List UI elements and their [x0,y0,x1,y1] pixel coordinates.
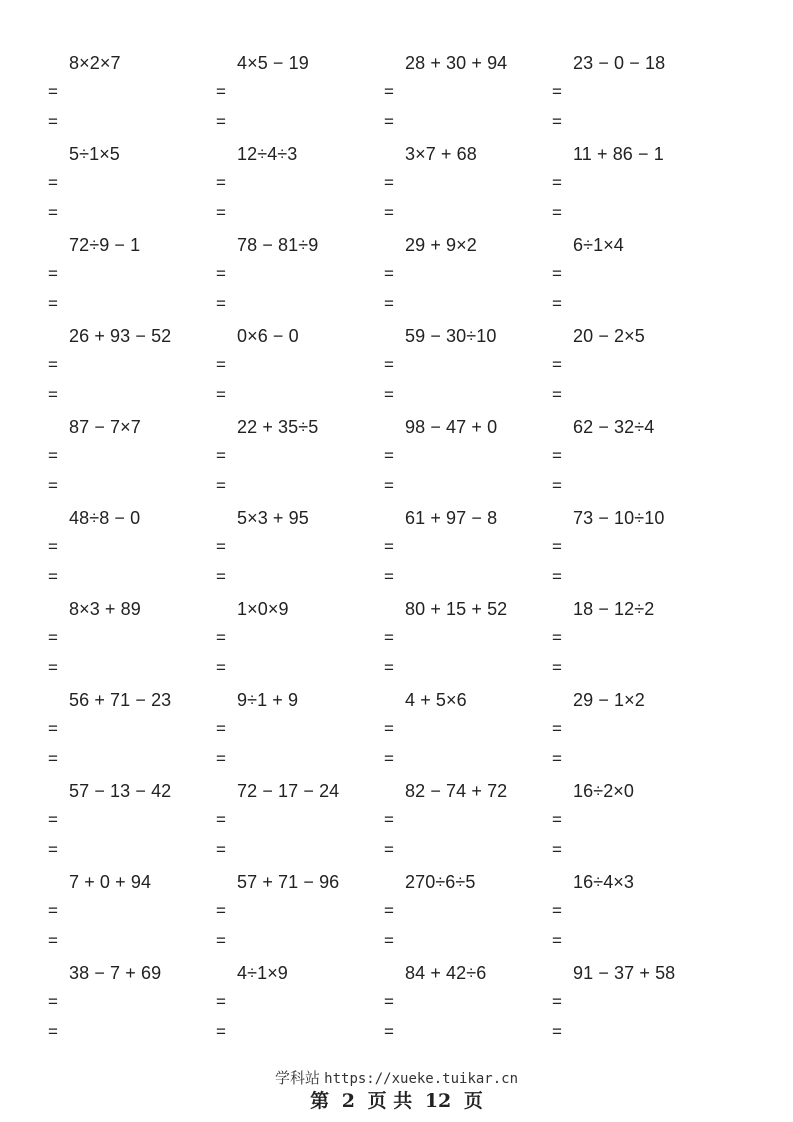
answer-line-1[interactable]: = [552,446,562,465]
answer-line-1[interactable]: = [384,264,394,283]
math-problem [48,689,218,780]
problem-expression: 98 − 47 + 0 [405,417,498,437]
math-problem [216,871,386,962]
math-problem [384,143,554,234]
problem-expression: 3×7 + 68 [405,144,477,164]
math-problem [384,780,554,871]
math-problem [216,780,386,871]
answer-line-2[interactable]: = [552,294,562,313]
problem-expression: 78 − 81÷9 [237,235,319,255]
answer-line-2[interactable]: = [48,1022,58,1041]
math-problem [384,689,554,780]
answer-line-2[interactable]: = [552,1022,562,1041]
answer-line-1[interactable]: = [384,628,394,647]
answer-line-1[interactable]: = [552,628,562,647]
problem-row [0,234,793,325]
answer-line-2[interactable]: = [216,658,226,677]
footer-site-name: 学科站 [274,1070,320,1087]
answer-line-1[interactable]: = [48,628,58,647]
answer-line-2[interactable]: = [384,658,394,677]
answer-line-1[interactable]: = [48,82,58,101]
answer-line-2[interactable]: = [216,294,226,313]
answer-line-1[interactable]: = [216,901,226,920]
problem-expression: 73 − 10÷10 [573,508,665,528]
answer-line-1[interactable]: = [384,446,394,465]
answer-line-2[interactable]: = [216,931,226,950]
problem-expression: 9÷1 + 9 [237,690,299,710]
problem-expression: 28 + 30 + 94 [405,53,508,73]
problem-expression: 5×3 + 95 [237,508,309,528]
answer-line-1[interactable]: = [216,264,226,283]
math-problem [552,689,722,780]
problem-expression: 29 + 9×2 [405,235,477,255]
problem-row [0,325,793,416]
answer-line-1[interactable]: = [216,810,226,829]
problem-expression: 56 + 71 − 23 [69,690,172,710]
footer-site-line [0,1069,793,1089]
answer-line-1[interactable]: = [216,446,226,465]
answer-line-1[interactable]: = [216,992,226,1011]
math-problem [216,52,386,143]
answer-line-1[interactable]: = [552,82,562,101]
answer-line-1[interactable]: = [384,901,394,920]
math-problem [48,507,218,598]
answer-line-2[interactable]: = [48,203,58,222]
answer-line-1[interactable]: = [552,992,562,1011]
answer-line-2[interactable]: = [216,840,226,859]
footer-page-number [0,1089,793,1113]
problem-row [0,143,793,234]
answer-line-1[interactable]: = [384,355,394,374]
problem-expression: 16÷4×3 [573,872,635,892]
math-problem [384,598,554,689]
answer-line-2[interactable]: = [384,385,394,404]
answer-line-1[interactable]: = [216,628,226,647]
problem-expression: 48÷8 − 0 [69,508,141,528]
answer-line-1[interactable]: = [216,82,226,101]
math-problem [216,234,386,325]
math-problem [48,416,218,507]
answer-line-2[interactable]: = [552,385,562,404]
problem-expression: 72÷9 − 1 [69,235,141,255]
answer-line-2[interactable]: = [48,567,58,586]
problem-expression: 29 − 1×2 [573,690,645,710]
answer-line-2[interactable]: = [384,1022,394,1041]
answer-line-2[interactable]: = [552,931,562,950]
math-problem [48,962,218,1053]
answer-line-2[interactable]: = [384,112,394,131]
answer-line-1[interactable]: = [384,719,394,738]
answer-line-2[interactable]: = [48,749,58,768]
problem-expression: 7 + 0 + 94 [69,872,152,892]
math-problem [552,52,722,143]
problem-expression: 4÷1×9 [237,963,288,983]
answer-line-1[interactable]: = [48,901,58,920]
problem-expression: 59 − 30÷10 [405,326,497,346]
problem-expression: 62 − 32÷4 [573,417,655,437]
problem-expression: 0×6 − 0 [237,326,299,346]
answer-line-2[interactable]: = [552,112,562,131]
math-problem [552,598,722,689]
answer-line-2[interactable]: = [216,1022,226,1041]
answer-line-1[interactable]: = [216,173,226,192]
answer-line-2[interactable]: = [384,203,394,222]
answer-line-2[interactable]: = [48,476,58,495]
problem-expression: 4 + 5×6 [405,690,467,710]
problem-expression: 22 + 35÷5 [237,417,319,437]
problem-expression: 57 − 13 − 42 [69,781,172,801]
answer-line-1[interactable]: = [216,537,226,556]
problem-expression: 4×5 − 19 [237,53,309,73]
answer-line-1[interactable]: = [48,264,58,283]
answer-line-1[interactable]: = [216,719,226,738]
answer-line-1[interactable]: = [384,82,394,101]
answer-line-2[interactable]: = [384,840,394,859]
answer-line-2[interactable]: = [216,112,226,131]
answer-line-2[interactable]: = [48,385,58,404]
answer-line-2[interactable]: = [384,476,394,495]
problem-expression: 16÷2×0 [573,781,635,801]
answer-line-2[interactable]: = [48,658,58,677]
answer-line-2[interactable]: = [48,112,58,131]
math-problem [384,52,554,143]
answer-line-1[interactable]: = [384,810,394,829]
math-problem [384,507,554,598]
answer-line-1[interactable]: = [48,992,58,1011]
answer-line-1[interactable]: = [216,355,226,374]
answer-line-2[interactable]: = [48,840,58,859]
problem-expression: 270÷6÷5 [405,872,476,892]
answer-line-1[interactable]: = [384,992,394,1011]
answer-line-2[interactable]: = [216,567,226,586]
problem-row [0,416,793,507]
answer-line-1[interactable]: = [552,901,562,920]
problem-expression: 87 − 7×7 [69,417,141,437]
math-problem [552,780,722,871]
math-problem [552,507,722,598]
math-problem [216,598,386,689]
math-problem [216,689,386,780]
page-prefix: 第 [310,1090,330,1112]
problem-expression: 23 − 0 − 18 [573,53,666,73]
problem-expression: 12÷4÷3 [237,144,298,164]
problem-expression: 57 + 71 − 96 [237,872,340,892]
answer-line-2[interactable]: = [552,749,562,768]
problem-row [0,871,793,962]
math-problem [216,143,386,234]
answer-line-1[interactable]: = [552,264,562,283]
answer-line-2[interactable]: = [552,840,562,859]
answer-line-2[interactable]: = [552,567,562,586]
answer-line-1[interactable]: = [48,719,58,738]
math-problem [384,962,554,1053]
page-current: 2 [341,1090,355,1112]
page-suffix: 页 [463,1090,483,1112]
answer-line-1[interactable]: = [552,537,562,556]
math-problem [552,143,722,234]
answer-line-1[interactable]: = [48,537,58,556]
answer-line-1[interactable]: = [48,173,58,192]
problem-row [0,52,793,143]
math-problem [216,962,386,1053]
math-problem [552,871,722,962]
problem-expression: 1×0×9 [237,599,289,619]
problem-expression: 6÷1×4 [573,235,624,255]
footer-site-url[interactable]: https://xueke.tuikar.cn [324,1071,519,1087]
answer-line-1[interactable]: = [552,173,562,192]
answer-line-1[interactable]: = [552,719,562,738]
problem-expression: 18 − 12÷2 [573,599,655,619]
problem-expression: 8×2×7 [69,53,121,73]
problem-expression: 8×3 + 89 [69,599,141,619]
answer-line-2[interactable]: = [384,749,394,768]
math-problem [384,325,554,416]
problem-expression: 11 + 86 − 1 [573,144,664,164]
answer-line-2[interactable]: = [216,749,226,768]
problem-expression: 91 − 37 + 58 [573,963,676,983]
problem-expression: 82 − 74 + 72 [405,781,508,801]
answer-line-1[interactable]: = [552,810,562,829]
answer-line-2[interactable]: = [552,476,562,495]
math-problem [48,780,218,871]
answer-line-1[interactable]: = [48,446,58,465]
math-problem [48,52,218,143]
problem-expression: 72 − 17 − 24 [237,781,340,801]
problem-row [0,689,793,780]
answer-line-2[interactable]: = [48,931,58,950]
page-total: 12 [424,1090,452,1112]
answer-line-2[interactable]: = [384,294,394,313]
math-problem [552,962,722,1053]
math-problem [384,871,554,962]
math-problem [384,416,554,507]
math-problem [216,325,386,416]
answer-line-2[interactable]: = [216,385,226,404]
math-problem [48,234,218,325]
math-problem [48,325,218,416]
problem-expression: 38 − 7 + 69 [69,963,162,983]
answer-line-2[interactable]: = [48,294,58,313]
problem-expression: 26 + 93 − 52 [69,326,172,346]
answer-line-1[interactable]: = [384,173,394,192]
math-problem [48,143,218,234]
math-problem [216,416,386,507]
answer-line-2[interactable]: = [384,931,394,950]
problem-expression: 5÷1×5 [69,144,120,164]
page-mid: 页 共 [367,1090,413,1112]
problem-expression: 61 + 97 − 8 [405,508,498,528]
problem-row [0,507,793,598]
answer-line-1[interactable]: = [48,810,58,829]
answer-line-1[interactable]: = [48,355,58,374]
math-problem [216,507,386,598]
problem-row [0,780,793,871]
math-problem [384,234,554,325]
math-problem [48,871,218,962]
problem-row [0,598,793,689]
problem-row [0,962,793,1053]
math-problem [48,598,218,689]
answer-line-2[interactable]: = [384,567,394,586]
problem-expression: 84 + 42÷6 [405,963,487,983]
answer-line-2[interactable]: = [552,203,562,222]
problem-expression: 80 + 15 + 52 [405,599,508,619]
answer-line-2[interactable]: = [216,203,226,222]
math-problem [552,234,722,325]
answer-line-2[interactable]: = [552,658,562,677]
math-problem [552,325,722,416]
math-problem [552,416,722,507]
answer-line-1[interactable]: = [384,537,394,556]
answer-line-1[interactable]: = [552,355,562,374]
problem-expression: 20 − 2×5 [573,326,645,346]
answer-line-2[interactable]: = [216,476,226,495]
